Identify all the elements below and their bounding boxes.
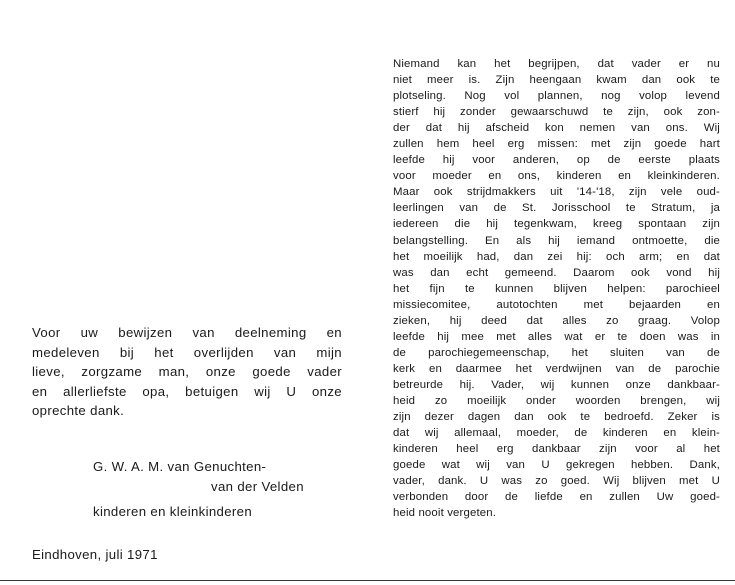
memorial-line: dat wij allemaal, moeder, de kinderen en klein- [393, 427, 720, 440]
memorial-line: was dan echt gemeend. Daarom ook vond hij [393, 266, 720, 279]
memorial-line: leerlingen van de St. Jorisschool te Stratum, ja [393, 202, 720, 215]
memorial-line: niet meer is. Zijn heengaan kwam dan ook te [393, 74, 720, 87]
memorial-line: kerk en daarmee het verdwijnen van de parochie [393, 362, 720, 375]
signature-family: kinderen en kleinkinderen [93, 504, 253, 519]
memorial-line: het moeilijk had, dan zei hij: och arm; en dat [393, 250, 720, 263]
memorial-line: goede wat wij van U gekregen hebben. Dank, [393, 459, 720, 472]
memorial-line: belangstelling. En als hij iemand ontmoette, die [393, 234, 720, 247]
memorial-text [393, 56, 720, 521]
memorial-line: iedereen die hij tegenkwam, kreeg spontaan zijn [393, 218, 720, 231]
acknowledgement-line: oprechte dank. [32, 403, 125, 419]
memorial-line: heid zo moeilijk onder woorden brengen, wij [393, 394, 720, 407]
memorial-line: kinderen heel erg dankbaar zijn voor al het [393, 443, 720, 456]
bottom-rule [0, 580, 735, 581]
signature-name-line2: van der Velden [211, 479, 304, 494]
acknowledgement-line: Voor uw bewijzen van deelneming en [32, 325, 342, 340]
memorial-line: het fijn te kunnen blijven helpen: parochieel [393, 282, 720, 295]
memorial-line: stierf hij zonder gewaarschuwd te zijn, ook zon- [393, 106, 720, 119]
place-date: Eindhoven, juli 1971 [32, 547, 158, 562]
acknowledgement-text [32, 323, 342, 421]
memorial-line: missiecomitee, autotochten met bejaarden en [393, 298, 720, 311]
memorial-line: leefde hij voor anderen, op de eerste plaats [393, 154, 720, 167]
memorial-line: zieken, hij deed dat alles zo graag. Volop [393, 314, 720, 327]
memorial-line: zullen hem heel erg missen: met zijn goede hart [393, 138, 720, 151]
memorial-line: betreurde hij. Vader, wij kunnen onze dankbaar- [393, 378, 720, 391]
memorial-line: voor moeder en ons, kinderen en kleinkinderen. [393, 170, 720, 183]
memorial-line: plotseling. Nog vol plannen, nog volop levend [393, 90, 720, 103]
memorial-line: vader, dank. U was zo goed. Wij blijven met U [393, 475, 720, 488]
acknowledgement-line: lieve, zorgzame man, onze goede vader [32, 364, 342, 380]
memorial-line: zijn dezer dagen dan ook te bedroefd. Zeker is [393, 411, 720, 424]
memorial-line: Niemand kan het begrijpen, dat vader er nu [393, 58, 720, 70]
acknowledgement-line: en allerliefste opa, betuigen wij U onze [32, 383, 342, 399]
memorial-line: verbonden door de liefde en zullen Uw goed- [393, 491, 720, 504]
memorial-line: leefde hij mee met alles wat er te doen was in [393, 330, 720, 343]
memorial-line: Maar ook strijdmakkers uit '14-'18, zijn vele oud- [393, 186, 720, 199]
signature-name-line1: G. W. A. M. van Genuchten- [93, 459, 267, 474]
memorial-line: de parochiegemeenschap, het sluiten van de [393, 346, 720, 359]
memorial-line: der dat hij afscheid kon nemen van ons. Wij [393, 122, 720, 135]
memorial-line: heid nooit vergeten. [393, 507, 497, 520]
acknowledgement-line: medeleven bij het overlijden van mijn [32, 344, 342, 360]
